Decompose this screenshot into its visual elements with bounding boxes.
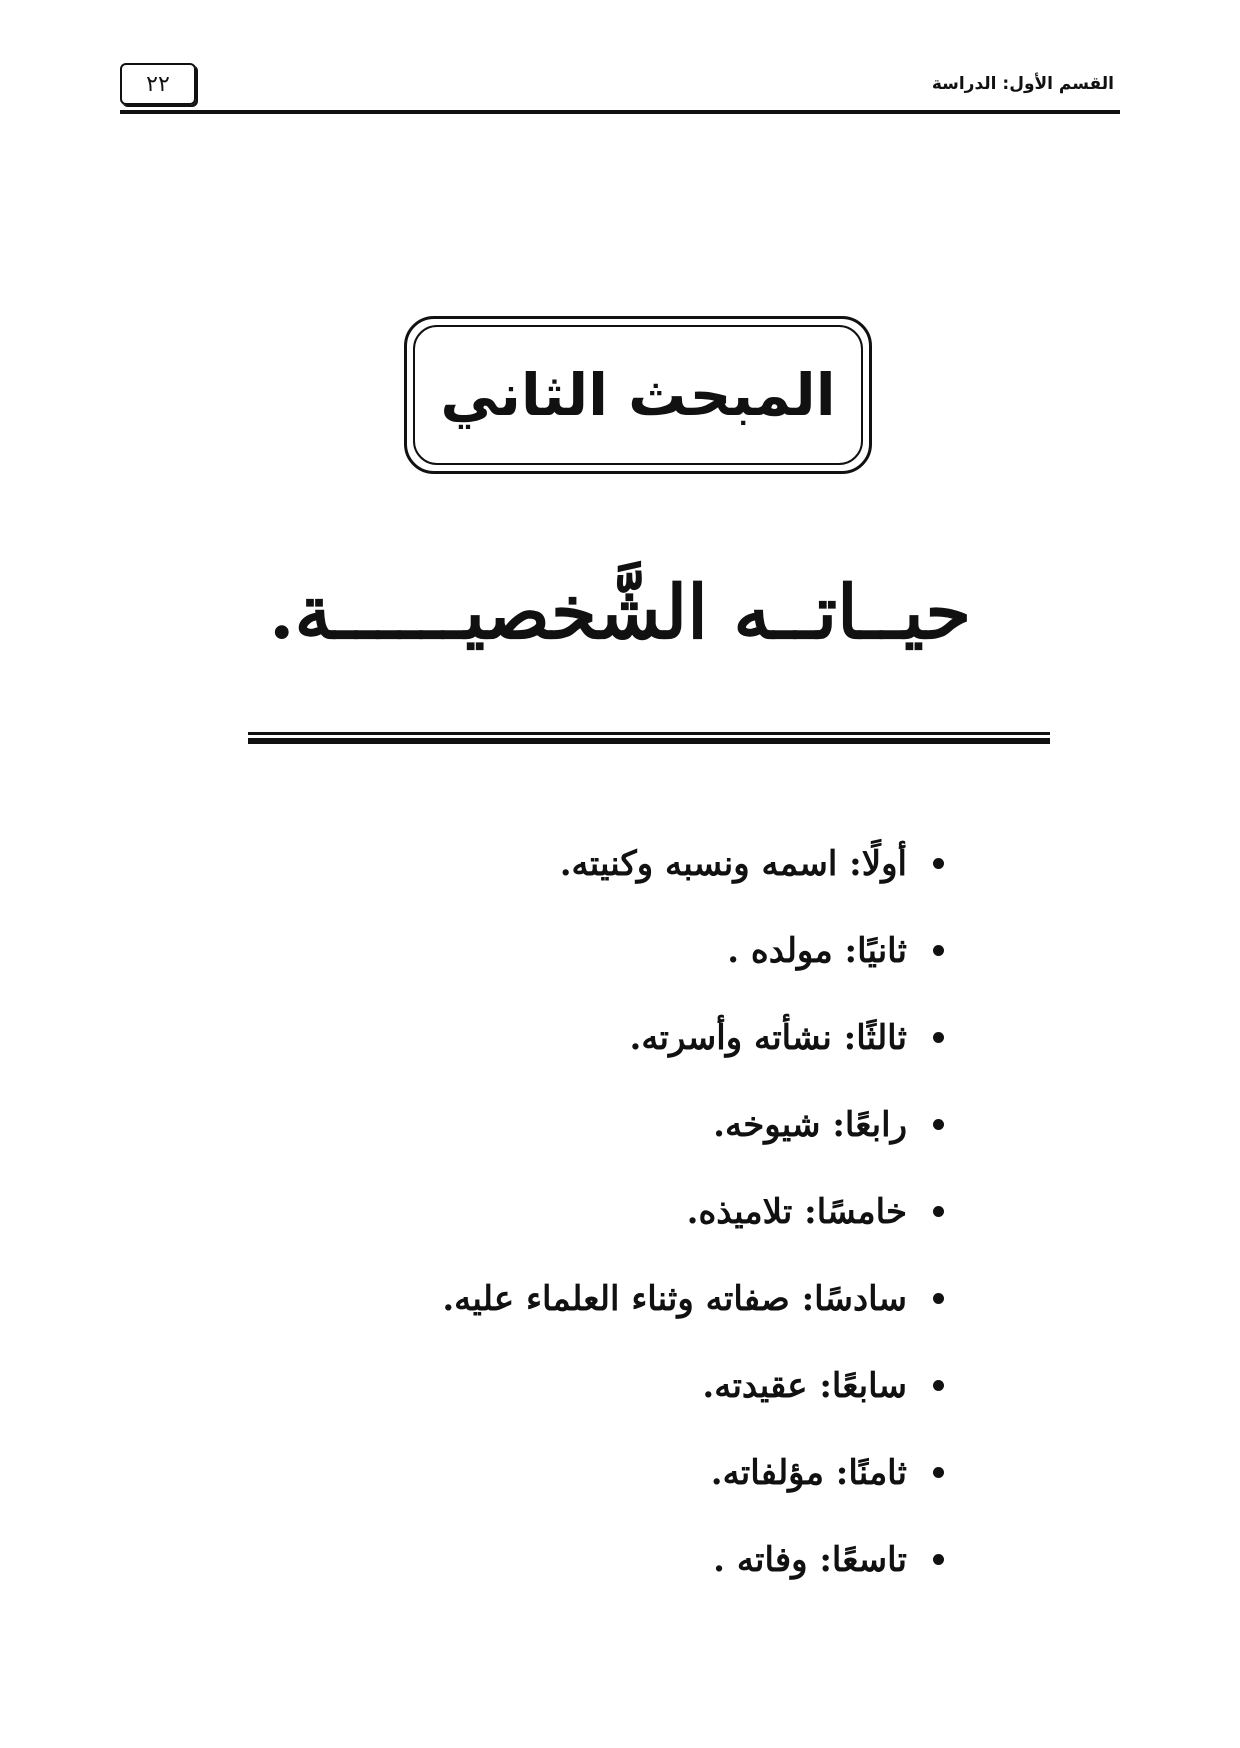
bullet-icon xyxy=(933,1293,944,1304)
list-item-label: رابعًا: شيوخه. xyxy=(713,1104,907,1145)
list-item-label: ثانيًا: مولده . xyxy=(727,930,907,971)
bullet-icon xyxy=(933,1032,944,1043)
chapter-title-inner-frame xyxy=(413,325,863,465)
bullet-icon xyxy=(933,1467,944,1478)
list-item xyxy=(442,820,944,907)
divider-thin-line xyxy=(248,732,1050,735)
chapter-subtitle: حيــاتــه الشَّخصيــــــة. xyxy=(268,570,972,656)
list-item-label: أولًا: اسمه ونسبه وكنيته. xyxy=(559,843,907,884)
divider-thick-line xyxy=(248,738,1050,744)
list-item xyxy=(442,994,944,1081)
list-item xyxy=(442,1429,944,1516)
list-item xyxy=(442,1342,944,1429)
section-divider xyxy=(248,732,1050,744)
topic-list xyxy=(442,820,944,1603)
list-item xyxy=(442,907,944,994)
list-item-label: خامسًا: تلاميذه. xyxy=(686,1191,907,1232)
bullet-icon xyxy=(933,858,944,869)
header-divider xyxy=(120,110,1120,114)
chapter-title: المبحث الثاني xyxy=(440,361,836,429)
page-number: ٢٢ xyxy=(120,63,196,105)
chapter-title-frame xyxy=(404,316,872,474)
bullet-icon xyxy=(933,1554,944,1565)
list-item xyxy=(442,1081,944,1168)
running-header: القسم الأول: الدراسة xyxy=(931,74,1114,94)
bullet-icon xyxy=(933,1206,944,1217)
bullet-icon xyxy=(933,1380,944,1391)
bullet-icon xyxy=(933,1119,944,1130)
list-item xyxy=(442,1516,944,1603)
list-item-label: سادسًا: صفاته وثناء العلماء عليه. xyxy=(442,1278,907,1319)
list-item-label: سابعًا: عقيدته. xyxy=(702,1365,907,1406)
list-item-label: تاسعًا: وفاته . xyxy=(713,1539,907,1580)
list-item-label: ثامنًا: مؤلفاته. xyxy=(710,1452,907,1493)
list-item xyxy=(442,1255,944,1342)
bullet-icon xyxy=(933,945,944,956)
list-item xyxy=(442,1168,944,1255)
list-item-label: ثالثًا: نشأته وأسرته. xyxy=(629,1017,907,1058)
